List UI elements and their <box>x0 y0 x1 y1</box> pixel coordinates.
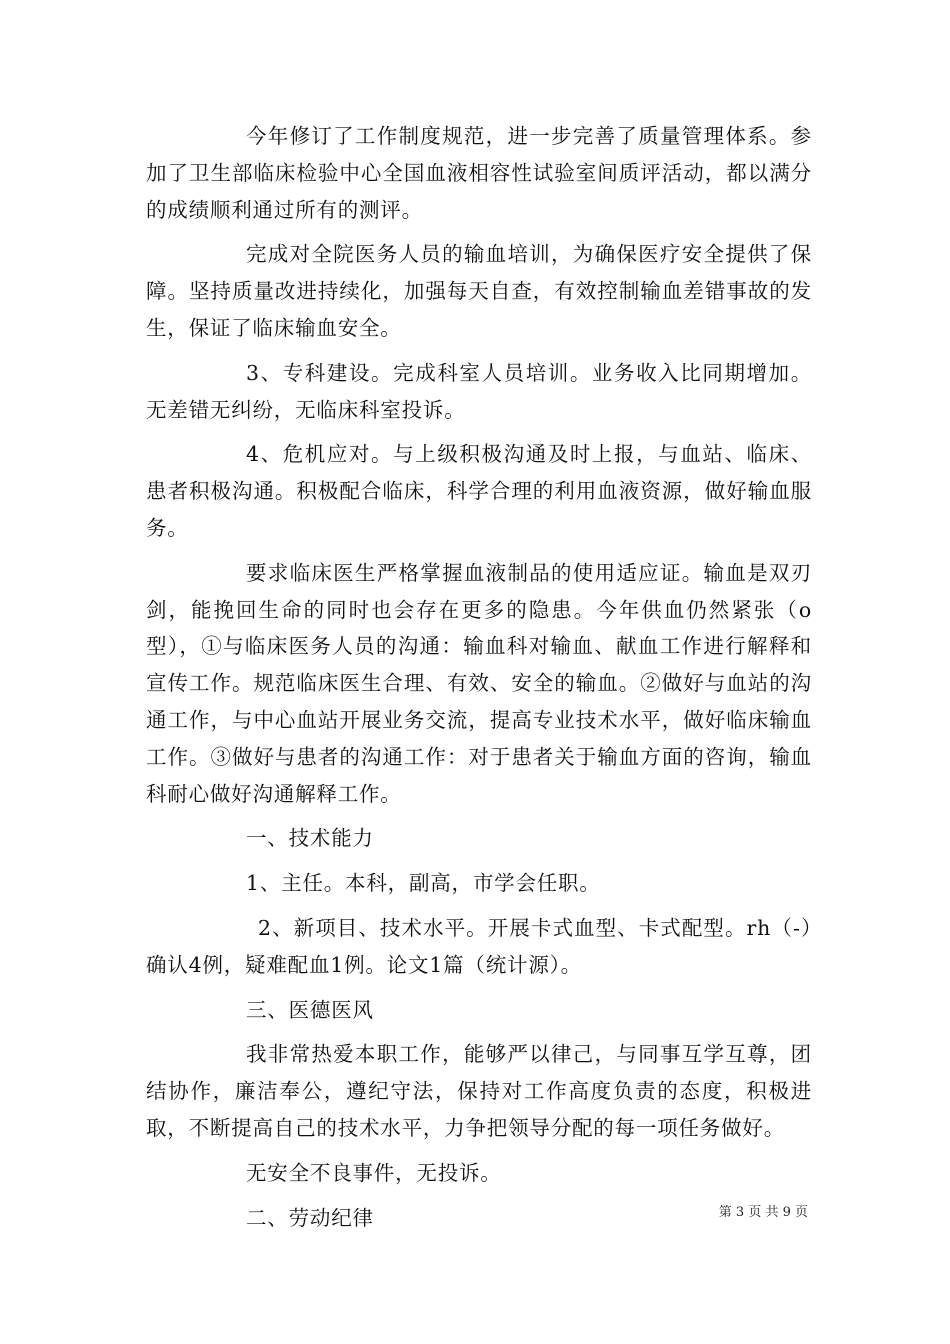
paragraph-new-projects: 2、新项目、技术水平。开展卡式血型、卡式配型。rh（-）确认4例，疑难配血1例。论文1篇（统计源）。 <box>146 915 812 977</box>
paragraph-quality-system: 今年修订了工作制度规范，进一步完善了质量管理体系。参加了卫生部临床检验中心全国血液相容性试验室间质评活动，都以满分的成绩顺利通过所有的测评。 <box>146 124 812 222</box>
paragraph-director: 1、主任。本科，副高，市学会任职。 <box>246 871 601 896</box>
paragraph-crisis-response: 4、危机应对。与上级积极沟通及时上报，与血站、临床、患者积极沟通。积极配合临床，科学合理的利用血液资源，做好输血服务。 <box>146 442 812 540</box>
page-number: 第 3 页 共 9 页 <box>718 1205 808 1220</box>
paragraph-training: 完成对全院医务人员的输血培训，为确保医疗安全提供了保障。坚持质量改进持续化，加强每天自查，有效控制输血差错事故的发生，保证了临床输血安全。 <box>146 242 812 340</box>
heading-technical-ability: 一、技术能力 <box>246 826 374 851</box>
document-body <box>146 118 812 1236</box>
paragraph-ethics-statement: 我非常热爱本职工作，能够严以律己，与同事互学互尊，团结协作，廉洁奉公，遵纪守法，保持对工作高度负责的态度，积极进取，不断提高自己的技术水平，力争把领导分配的每一项任务做好。 <box>146 1042 812 1140</box>
paragraph-no-incidents: 无安全不良事件，无投诉。 <box>246 1160 502 1185</box>
heading-labor-discipline: 二、劳动纪律 <box>246 1205 374 1230</box>
paragraph-specialty-construction: 3、专科建设。完成科室人员培训。业务收入比同期增加。无差错无纠纷，无临床科室投诉。 <box>146 360 812 422</box>
heading-medical-ethics: 三、医德医风 <box>246 997 374 1022</box>
paragraph-clinical-communication: 要求临床医生严格掌握血液制品的使用适应证。输血是双刃剑，能挽回生命的同时也会存在更多的隐患。今年供血仍然紧张（o型），①与临床医务人员的沟通：输血科对输血、献血工作进行解释和宣传工作。规范临床医生合理、有效、安全的输血。②做好与血站的沟通工作，与中心血站开展业务交流，提高专业技术水平，做好临床输血工作。③做好与患者的沟通工作：对于患者关于输血方面的咨询，输血科耐心做好沟通解释工作。 <box>146 560 812 806</box>
